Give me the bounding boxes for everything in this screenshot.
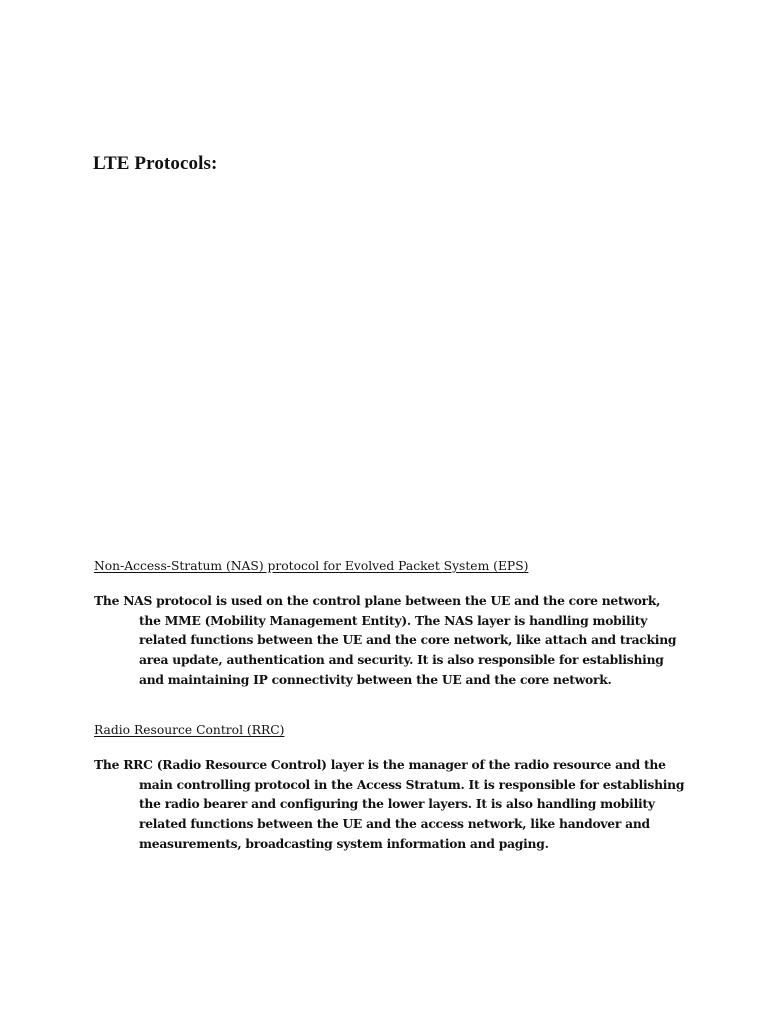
paragraph-line: the MME (Mobility Management Entity). The NAS layer is handling mobility (139, 612, 648, 628)
paragraph-line: the radio bearer and configuring the lower layers. It is also handling mobility (139, 796, 655, 812)
paragraph-line: measurements, broadcasting system information and paging. (139, 835, 549, 851)
page-title: LTE Protocols: (93, 153, 218, 174)
paragraph-line: and maintaining IP connectivity between the UE and the core network. (139, 671, 612, 687)
paragraph-line: main controlling protocol in the Access Stratum. It is responsible for establishing (139, 776, 685, 792)
section-paragraph-rrc (94, 755, 739, 854)
paragraph-line: area update, authentication and security. It is also responsible for establishing (139, 652, 664, 668)
paragraph-line: The NAS protocol is used on the control plane between the UE and the core network, (94, 593, 661, 608)
section-heading-rrc: Radio Resource Control (RRC) (94, 723, 285, 737)
section-heading-nas: Non-Access-Stratum (NAS) protocol for Evolved Packet System (EPS) (94, 559, 529, 573)
paragraph-line: related functions between the UE and the access network, like handover and (139, 816, 650, 832)
section-paragraph-nas (94, 591, 739, 690)
paragraph-line: related functions between the UE and the core network, like attach and tracking (139, 632, 677, 648)
paragraph-line: The RRC (Radio Resource Control) layer is the manager of the radio resource and the (94, 757, 666, 772)
